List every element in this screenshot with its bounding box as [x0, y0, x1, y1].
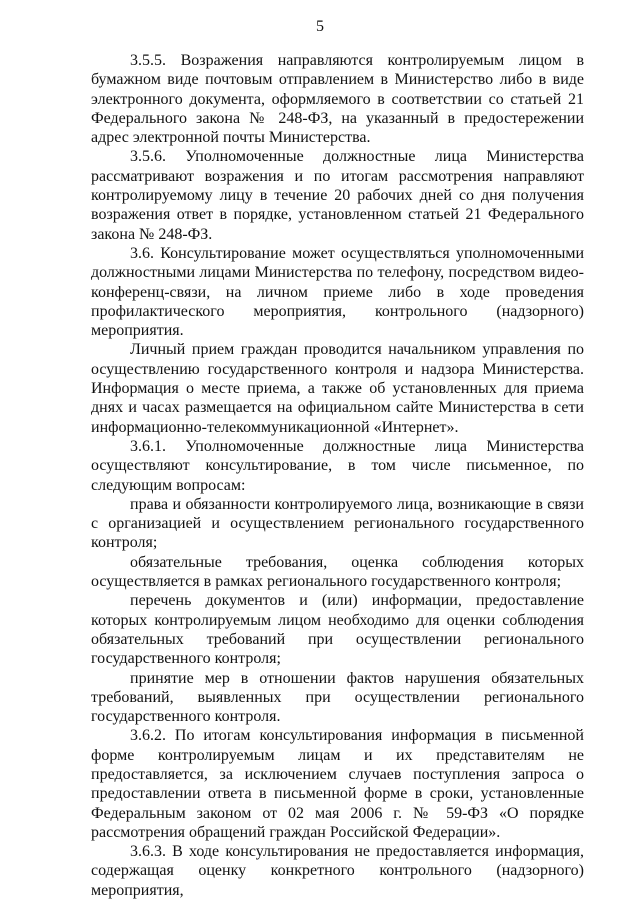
paragraph-3-6: 3.6. Консультирование может осуществляться уполномоченными должностными лицами Министерства по телефону, посредством видео-конференц-связи, на личном приеме либо в ходе проведения профилактического мероприятия, контрольного (надзорного) мероприятия.	[91, 244, 584, 340]
document-body	[91, 51, 584, 900]
paragraph-3-6-2: 3.6.2. По итогам консультирования информация в письменной форме контролируемым лицам и их представителям не предоставляется, за исключением случаев поступления запроса о предоставлении ответа в письменной форме в сроки, установленные Федеральным законом от 02 мая 2006 г. № 59-ФЗ «О порядке рассмотрения обращений граждан Российской Федерации».	[91, 727, 584, 841]
list-item-requirements: обязательные требования, оценка соблюдения которых осуществляется в рамках регионального государственного контроля;	[91, 553, 584, 591]
paragraph-3-5-5: 3.5.5. Возражения направляются контролируемым лицом в бумажном виде почтовым отправлением в Министерство либо в виде электронного документа, оформляемого в соответствии со статьей 21 Федерального закона № 248-ФЗ, на указанный в предостережении адрес электронной почты Министерства.	[91, 52, 584, 147]
list-item-rights: права и обязанности контролируемого лица, возникающие в связи с организацией и осуществлением регионального государственного контроля;	[91, 495, 584, 552]
paragraph-personal-reception: Личный прием граждан проводится начальником управления по осуществлению государственного контроля и надзора Министерства. Информация о месте приема, а также об установленных для приема днях и часах размещается на официальном сайте Министерства в сети информационно-телекоммуникационной «Интернет».	[91, 341, 584, 436]
list-item-documents: перечень документов и (или) информации, предоставление которых контролируемым лицом необходимо для оценки соблюдения обязательных требований при осуществлении регионального государственного контроля;	[91, 592, 584, 668]
list-item-measures: принятие мер в отношении фактов нарушения обязательных требований, выявленных при осуществлении регионального государственного контроля.	[91, 669, 584, 726]
paragraph-3-5-6: 3.5.6. Уполномоченные должностные лица Министерства рассматривают возражения и по итогам рассмотрения направляют контролируемому лицу в течение 20 рабочих дней со дня получения возражения ответ в порядке, установленном статьей 21 Федерального закона № 248-ФЗ.	[91, 148, 584, 243]
paragraph-3-6-1: 3.6.1. Уполномоченные должностные лица Министерства осуществляют консультирование, в том числе письменное, по следующим вопросам:	[91, 437, 584, 494]
paragraph-3-6-3: 3.6.3. В ходе консультирования не предоставляется информация, содержащая оценку конкретного контрольного (надзорного) мероприятия,	[91, 843, 584, 899]
page-number: 5	[316, 18, 324, 35]
